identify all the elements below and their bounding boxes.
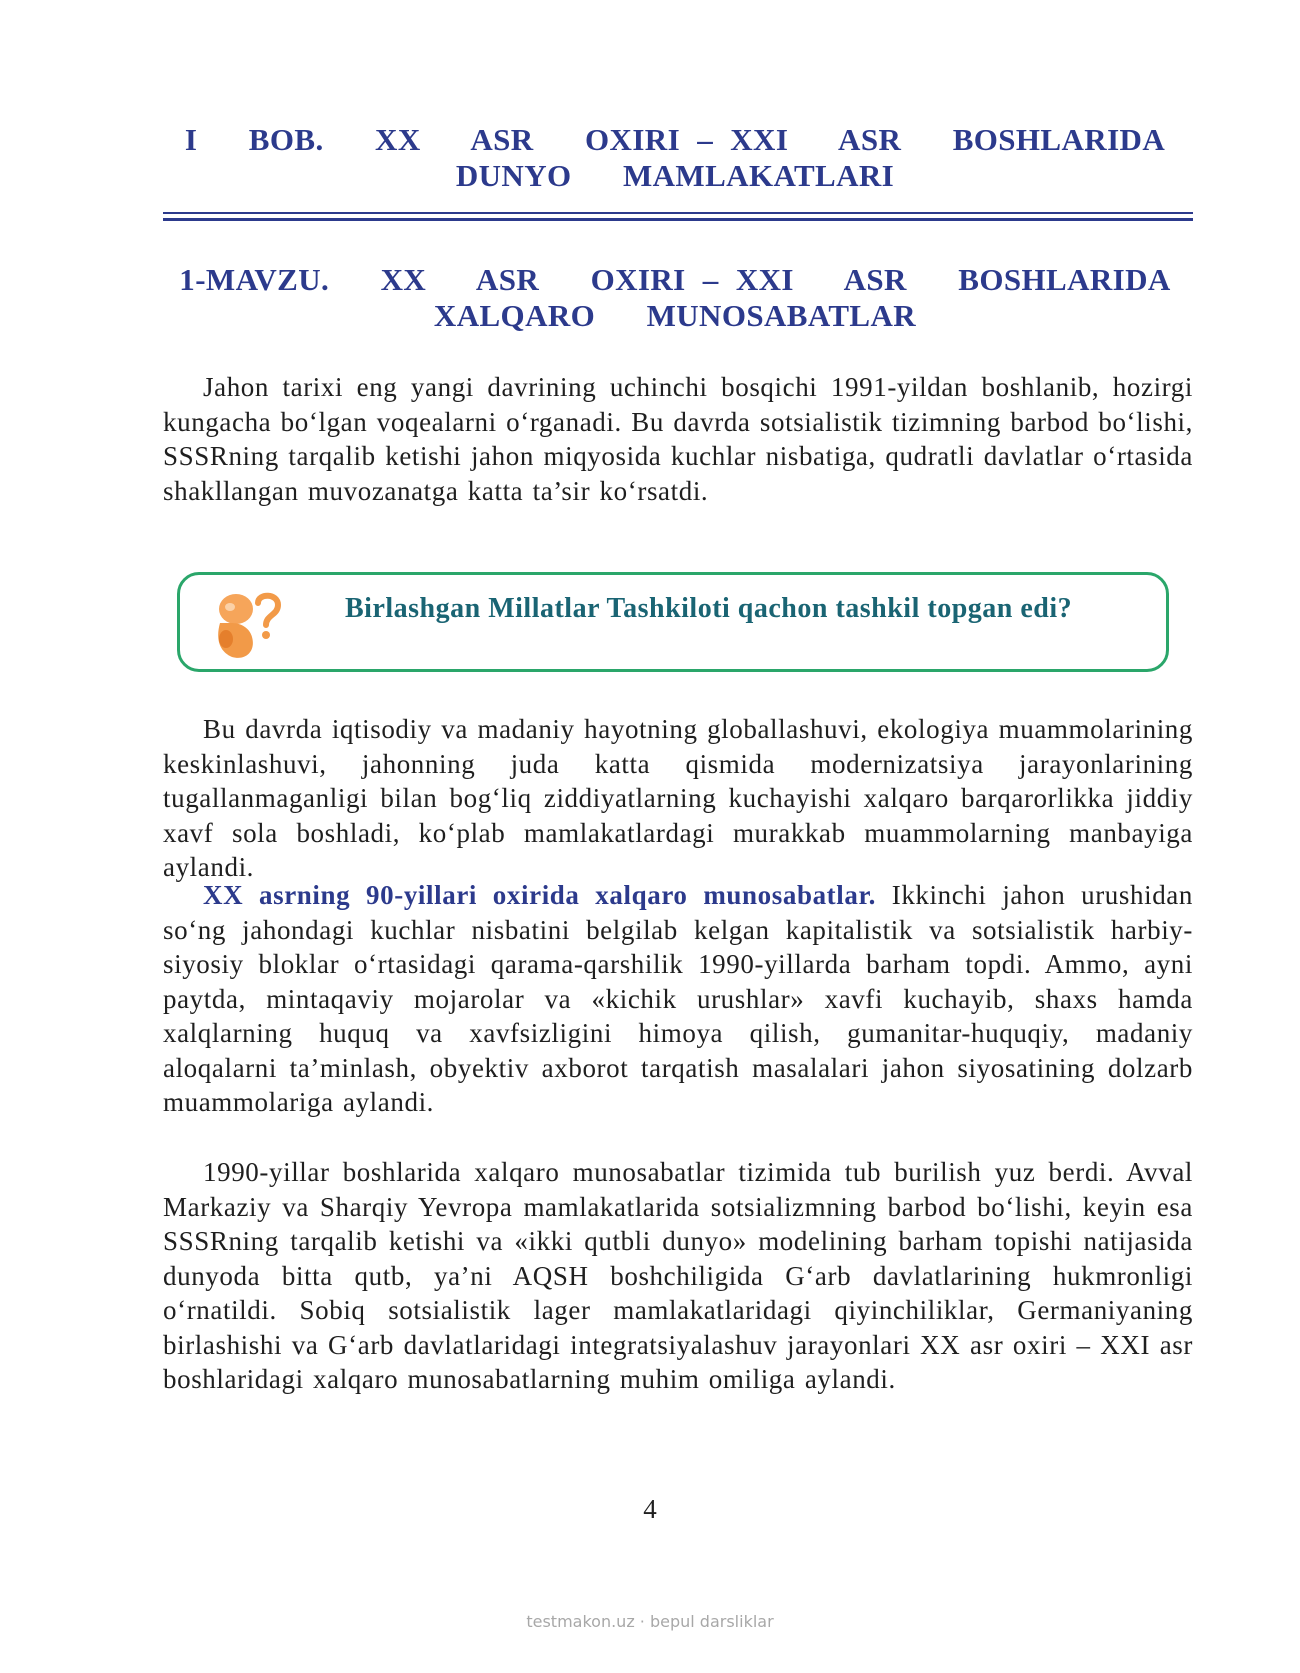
paragraph-globalization (163, 712, 1193, 885)
footer-watermark: testmakon.uz · bepul darsliklar (526, 1612, 774, 1631)
paragraph-90s-text: Ikkinchi jahon urushidan so‘ng jahondagi kuchlar nisbatini belgilab kelgan kapitalistik va sotsialistik harbiy-siyosiy bloklar o‘rtasidagi qarama-qarshilik 1990-yillarda barham topdi. Ammo, ayni paytda, mintaqaviy mojarolar va «kichik urushlar» xavfi kuchayib, shaxs hamda xalqlarning huquq va xavfsizligini himoya qilish, gumanitar-huquqiy, madaniy aloqalarni ta’minlash, obyektiv axborot tarqatish masalalari jahon siyosatining dolzarb muammolariga aylandi. (163, 880, 1193, 1117)
thinking-figure-question-icon (206, 589, 284, 661)
topic-title-line-1: 1-MAVZU. XX ASR OXIRI – XXI ASR BOSHLARIDA (179, 262, 1171, 297)
paragraph-globalization-text: Bu davrda iqtisodiy va madaniy hayotning globallashuvi, ekologiya muammolarining keskinlashuvi, jahonning juda katta qismida modernizatsiya jarayonlarining tugallanmaganligi bilan bog‘liq ziddiyatlarning kuchayishi xalqaro barqarorlikka jiddiy xavf sola boshladi, ko‘plab mamlakatlardagi murakkab muammolarning manbayiga aylandi. (163, 714, 1193, 882)
paragraph-90s (163, 878, 1193, 1120)
paragraph-intro (163, 370, 1193, 508)
question-text-content: Birlashgan Millatlar Tashkiloti qachon tashkil topgan edi? (345, 593, 1073, 624)
paragraph-1990s-shift-text: 1990-yillar boshlarida xalqaro munosabatlar tizimida tub burilish yuz berdi. Avval Markaziy va Sharqiy Yevropa mamlakatlarida sotsializmning barbod bo‘lishi, keyin esa SSSRning tarqalib ketishi va «ikki qutbli dunyo» modelining barham topishi natijasida dunyoda bitta qutb, ya’ni AQSH boshchiligida G‘arb davlatlarining hukmronligi o‘rnatildi. Sobiq sotsialistik lager mamlakatlaridagi qiyinchiliklar, Germaniyaning birlashishi va G‘arb davlatlaridagi integratsiyalashuv jarayonlari XX asr oxiri – XXI asr boshlaridagi xalqaro munosabatlarning muhim omiliga aylandi. (163, 1157, 1193, 1394)
chapter-title (160, 122, 1190, 194)
paragraph-intro-text: Jahon tarixi eng yangi davrining uchinchi bosqichi 1991-yildan boshlanib, hozirgi kungacha bo‘lgan voqealarni o‘rganadi. Bu davrda sotsialistik tizimning barbod bo‘lishi, SSSRning tarqalib ketishi jahon miqyosida kuchlar nisbatiga, qudratli davlatlar o‘rtasida shakllangan muvozanatga katta ta’sir ko‘rsatdi. (163, 372, 1193, 506)
chapter-title-line-2: DUNYO MAMLAKATLARI (455, 158, 895, 193)
page-number: 4 (643, 1494, 657, 1524)
question-text (305, 592, 1155, 626)
topic-title-line-2: XALQARO MUNOSABATLAR (433, 298, 917, 333)
topic-title (160, 262, 1190, 334)
question-box (177, 572, 1169, 672)
paragraph-1990s-shift (163, 1155, 1193, 1397)
chapter-title-line-1: I BOB. XX ASR OXIRI – XXI ASR BOSHLARIDA (184, 122, 1166, 157)
title-divider-bottom (163, 218, 1193, 221)
section-heading-inline: XX asrning 90-yillari oxirida xalqaro munosabatlar. (203, 880, 876, 910)
title-divider-top (163, 212, 1193, 214)
